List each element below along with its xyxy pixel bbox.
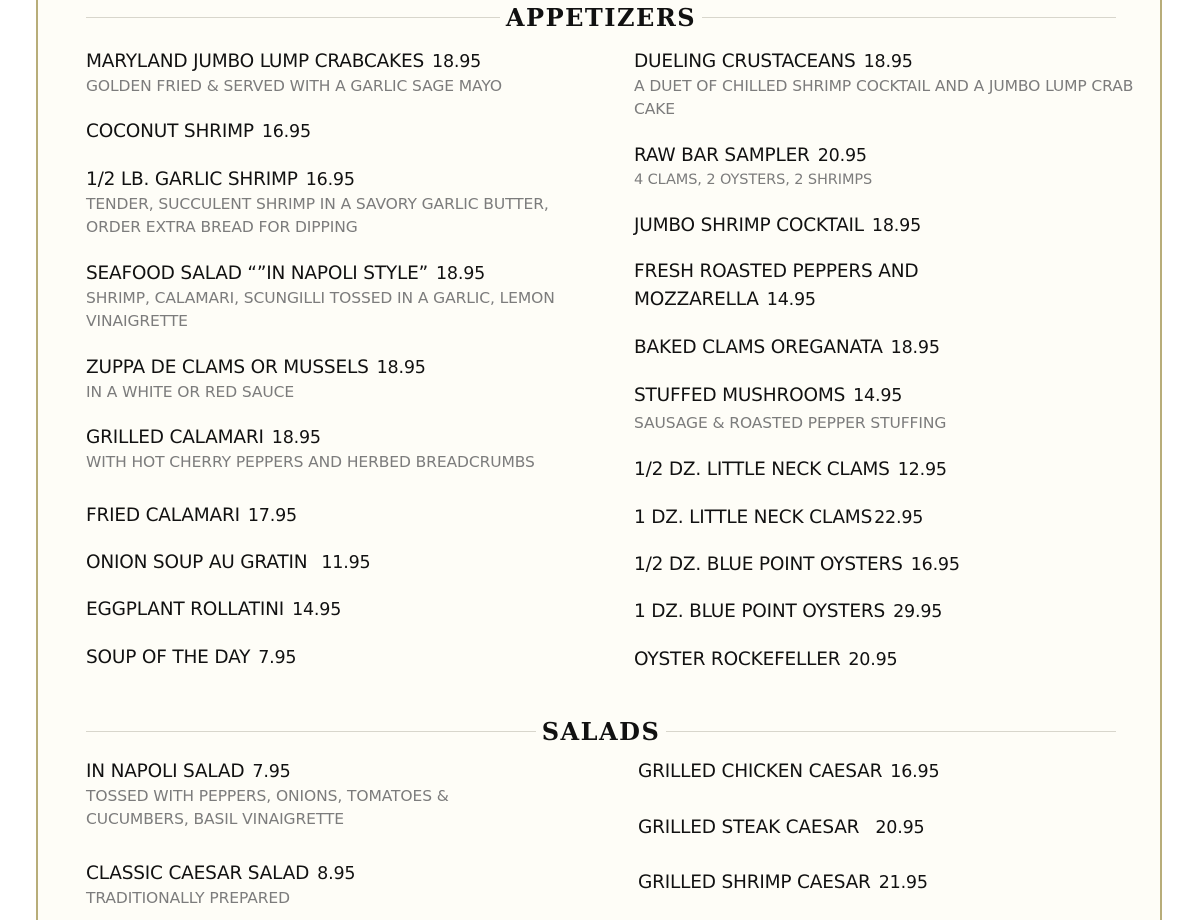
item-price: 16.95 (305, 170, 355, 190)
item-name-text: 1/2 DZ. BLUE POINT OYSTERS (634, 554, 903, 575)
section-title: SALADS (541, 716, 661, 746)
item-name (86, 646, 606, 670)
item-name-text: IN NAPOLI SALAD (86, 761, 245, 782)
menu-item (86, 426, 606, 474)
item-name (634, 384, 1154, 408)
menu-item (634, 144, 1154, 192)
item-name (634, 258, 994, 314)
item-price: 11.95 (321, 553, 371, 573)
item-name (638, 871, 1158, 895)
item-name (86, 551, 606, 575)
item-name-text: OYSTER ROCKEFELLER (634, 649, 841, 670)
menu-item (86, 598, 606, 622)
item-price: 20.95 (875, 818, 925, 838)
item-name (634, 50, 1154, 74)
item-name-text: GRILLED CALAMARI (86, 427, 264, 448)
item-price: 14.95 (766, 290, 816, 310)
item-price: 14.95 (292, 600, 342, 620)
item-price: 14.95 (853, 386, 903, 406)
item-name-text: GRILLED STEAK CAESAR (638, 817, 860, 838)
heading-rule-left (86, 17, 500, 18)
item-description: SHRIMP, CALAMARI, SCUNGILLI TOSSED IN A GARLIC, LEMON VINAIGRETTE (86, 289, 555, 330)
section-title: APPETIZERS (505, 2, 697, 32)
menu-item (634, 648, 1154, 672)
item-name (86, 120, 606, 144)
item-name-text: COCONUT SHRIMP (86, 121, 254, 142)
menu-item (86, 551, 606, 575)
item-price: 18.95 (863, 52, 913, 72)
menu-item (86, 862, 606, 910)
item-price: 18.95 (376, 358, 426, 378)
item-description: GOLDEN FRIED & SERVED WITH A GARLIC SAGE MAYO (86, 77, 502, 95)
item-name (634, 336, 1154, 360)
item-name-text: STUFFED MUSHROOMS (634, 385, 846, 406)
item-price: 17.95 (247, 506, 297, 526)
menu-item (634, 458, 1154, 482)
menu-item (86, 120, 606, 144)
menu-item (86, 646, 606, 670)
item-description: SAUSAGE & ROASTED PEPPER STUFFING (634, 414, 947, 432)
item-price: 12.95 (897, 460, 947, 480)
item-name (634, 214, 1154, 238)
salads-heading (86, 716, 1116, 746)
item-name (86, 760, 606, 784)
item-price: 16.95 (261, 122, 311, 142)
item-name-text: JUMBO SHRIMP COCKTAIL (634, 215, 864, 236)
item-name-text: ZUPPA DE CLAMS OR MUSSELS (86, 357, 369, 378)
heading-rule-right (702, 17, 1116, 18)
item-price: 18.95 (871, 216, 922, 236)
item-name (86, 168, 606, 192)
item-description: TENDER, SUCCULENT SHRIMP IN A SAVORY GARLIC BUTTER, ORDER EXTRA BREAD FOR DIPPING (86, 195, 549, 236)
item-price: 18.95 (890, 338, 940, 358)
item-name-text: ONION SOUP AU GRATIN (86, 552, 308, 573)
menu-item (634, 50, 1154, 121)
menu-item (634, 506, 1154, 530)
item-name-text: BAKED CLAMS OREGANATA (634, 337, 883, 358)
menu-item (86, 168, 606, 239)
item-name-text: CLASSIC CAESAR SALAD (86, 863, 310, 884)
item-name-text: EGGPLANT ROLLATINI (86, 599, 285, 620)
item-name (86, 598, 606, 622)
heading-rule-left (86, 731, 536, 732)
item-description: WITH HOT CHERRY PEPPERS AND HERBED BREADCRUMBS (86, 453, 535, 471)
item-description: 4 CLAMS, 2 OYSTERS, 2 SHRIMPS (634, 172, 873, 188)
item-description: TOSSED WITH PEPPERS, ONIONS, TOMATOES & CUCUMBERS, BASIL VINAIGRETTE (86, 787, 449, 828)
menu-item (634, 384, 1154, 435)
item-price: 18.95 (435, 264, 486, 284)
menu-item (86, 356, 606, 404)
item-price: 18.95 (271, 428, 321, 448)
menu-item (638, 816, 1158, 840)
menu-item (634, 336, 1154, 360)
item-name (86, 426, 606, 450)
item-name (638, 816, 1158, 840)
menu-item (86, 262, 606, 333)
item-name-text: GRILLED SHRIMP CAESAR (638, 872, 871, 893)
menu-item (86, 504, 606, 528)
item-name-text: MARYLAND JUMBO LUMP CRABCAKES (86, 51, 425, 72)
item-name (86, 504, 606, 528)
item-name (634, 553, 1154, 577)
item-name (638, 760, 1158, 784)
menu-item (86, 760, 606, 831)
item-name-text: SEAFOOD SALAD “”IN NAPOLI STYLE” (86, 263, 428, 284)
appetizers-heading (86, 2, 1116, 32)
menu-item (86, 50, 606, 98)
item-price: 8.95 (317, 864, 356, 884)
item-name-text: FRESH ROASTED PEPPERS AND MOZZARELLA (634, 261, 919, 310)
item-name (634, 144, 1154, 168)
item-name-text: SOUP OF THE DAY (86, 647, 251, 668)
item-price: 21.95 (878, 873, 928, 893)
item-name (86, 862, 606, 886)
menu-item (634, 600, 1154, 624)
item-name-text: FRIED CALAMARI (86, 505, 240, 526)
item-description: A DUET OF CHILLED SHRIMP COCKTAIL AND A JUMBO LUMP CRAB CAKE (634, 77, 1134, 118)
item-name (634, 648, 1154, 672)
item-price: 16.95 (890, 762, 940, 782)
item-name (86, 50, 606, 74)
menu-item (638, 760, 1158, 784)
item-name (634, 458, 1154, 482)
item-name-text: 1 DZ. BLUE POINT OYSTERS (634, 601, 886, 622)
item-name-text: GRILLED CHICKEN CAESAR (638, 761, 883, 782)
menu-item (638, 871, 1158, 895)
item-name (634, 600, 1154, 624)
item-name-text: RAW BAR SAMPLER (634, 145, 810, 166)
menu-item (634, 258, 1154, 314)
item-price: 7.95 (258, 648, 297, 668)
item-price: 20.95 (848, 650, 898, 670)
item-name-text: DUELING CRUSTACEANS (634, 51, 856, 72)
menu-item (634, 553, 1154, 577)
item-description: TRADITIONALLY PREPARED (86, 889, 290, 907)
item-name-text: 1/2 LB. GARLIC SHRIMP (86, 169, 298, 190)
item-price: 18.95 (432, 52, 482, 72)
item-price: 29.95 (893, 602, 943, 622)
item-name-text: 1/2 DZ. LITTLE NECK CLAMS (634, 459, 890, 480)
item-name-text: 1 DZ. LITTLE NECK CLAMS (634, 507, 873, 528)
menu-item (634, 214, 1154, 238)
item-price: 16.95 (910, 555, 960, 575)
menu-page (36, 0, 1162, 920)
heading-rule-right (666, 731, 1116, 732)
item-name (86, 356, 606, 380)
item-name (634, 506, 1154, 530)
item-price: 22.95 (874, 508, 924, 528)
item-description: IN A WHITE OR RED SAUCE (86, 383, 295, 401)
item-price: 20.95 (817, 146, 867, 166)
item-name (86, 262, 606, 286)
item-price: 7.95 (252, 762, 291, 782)
